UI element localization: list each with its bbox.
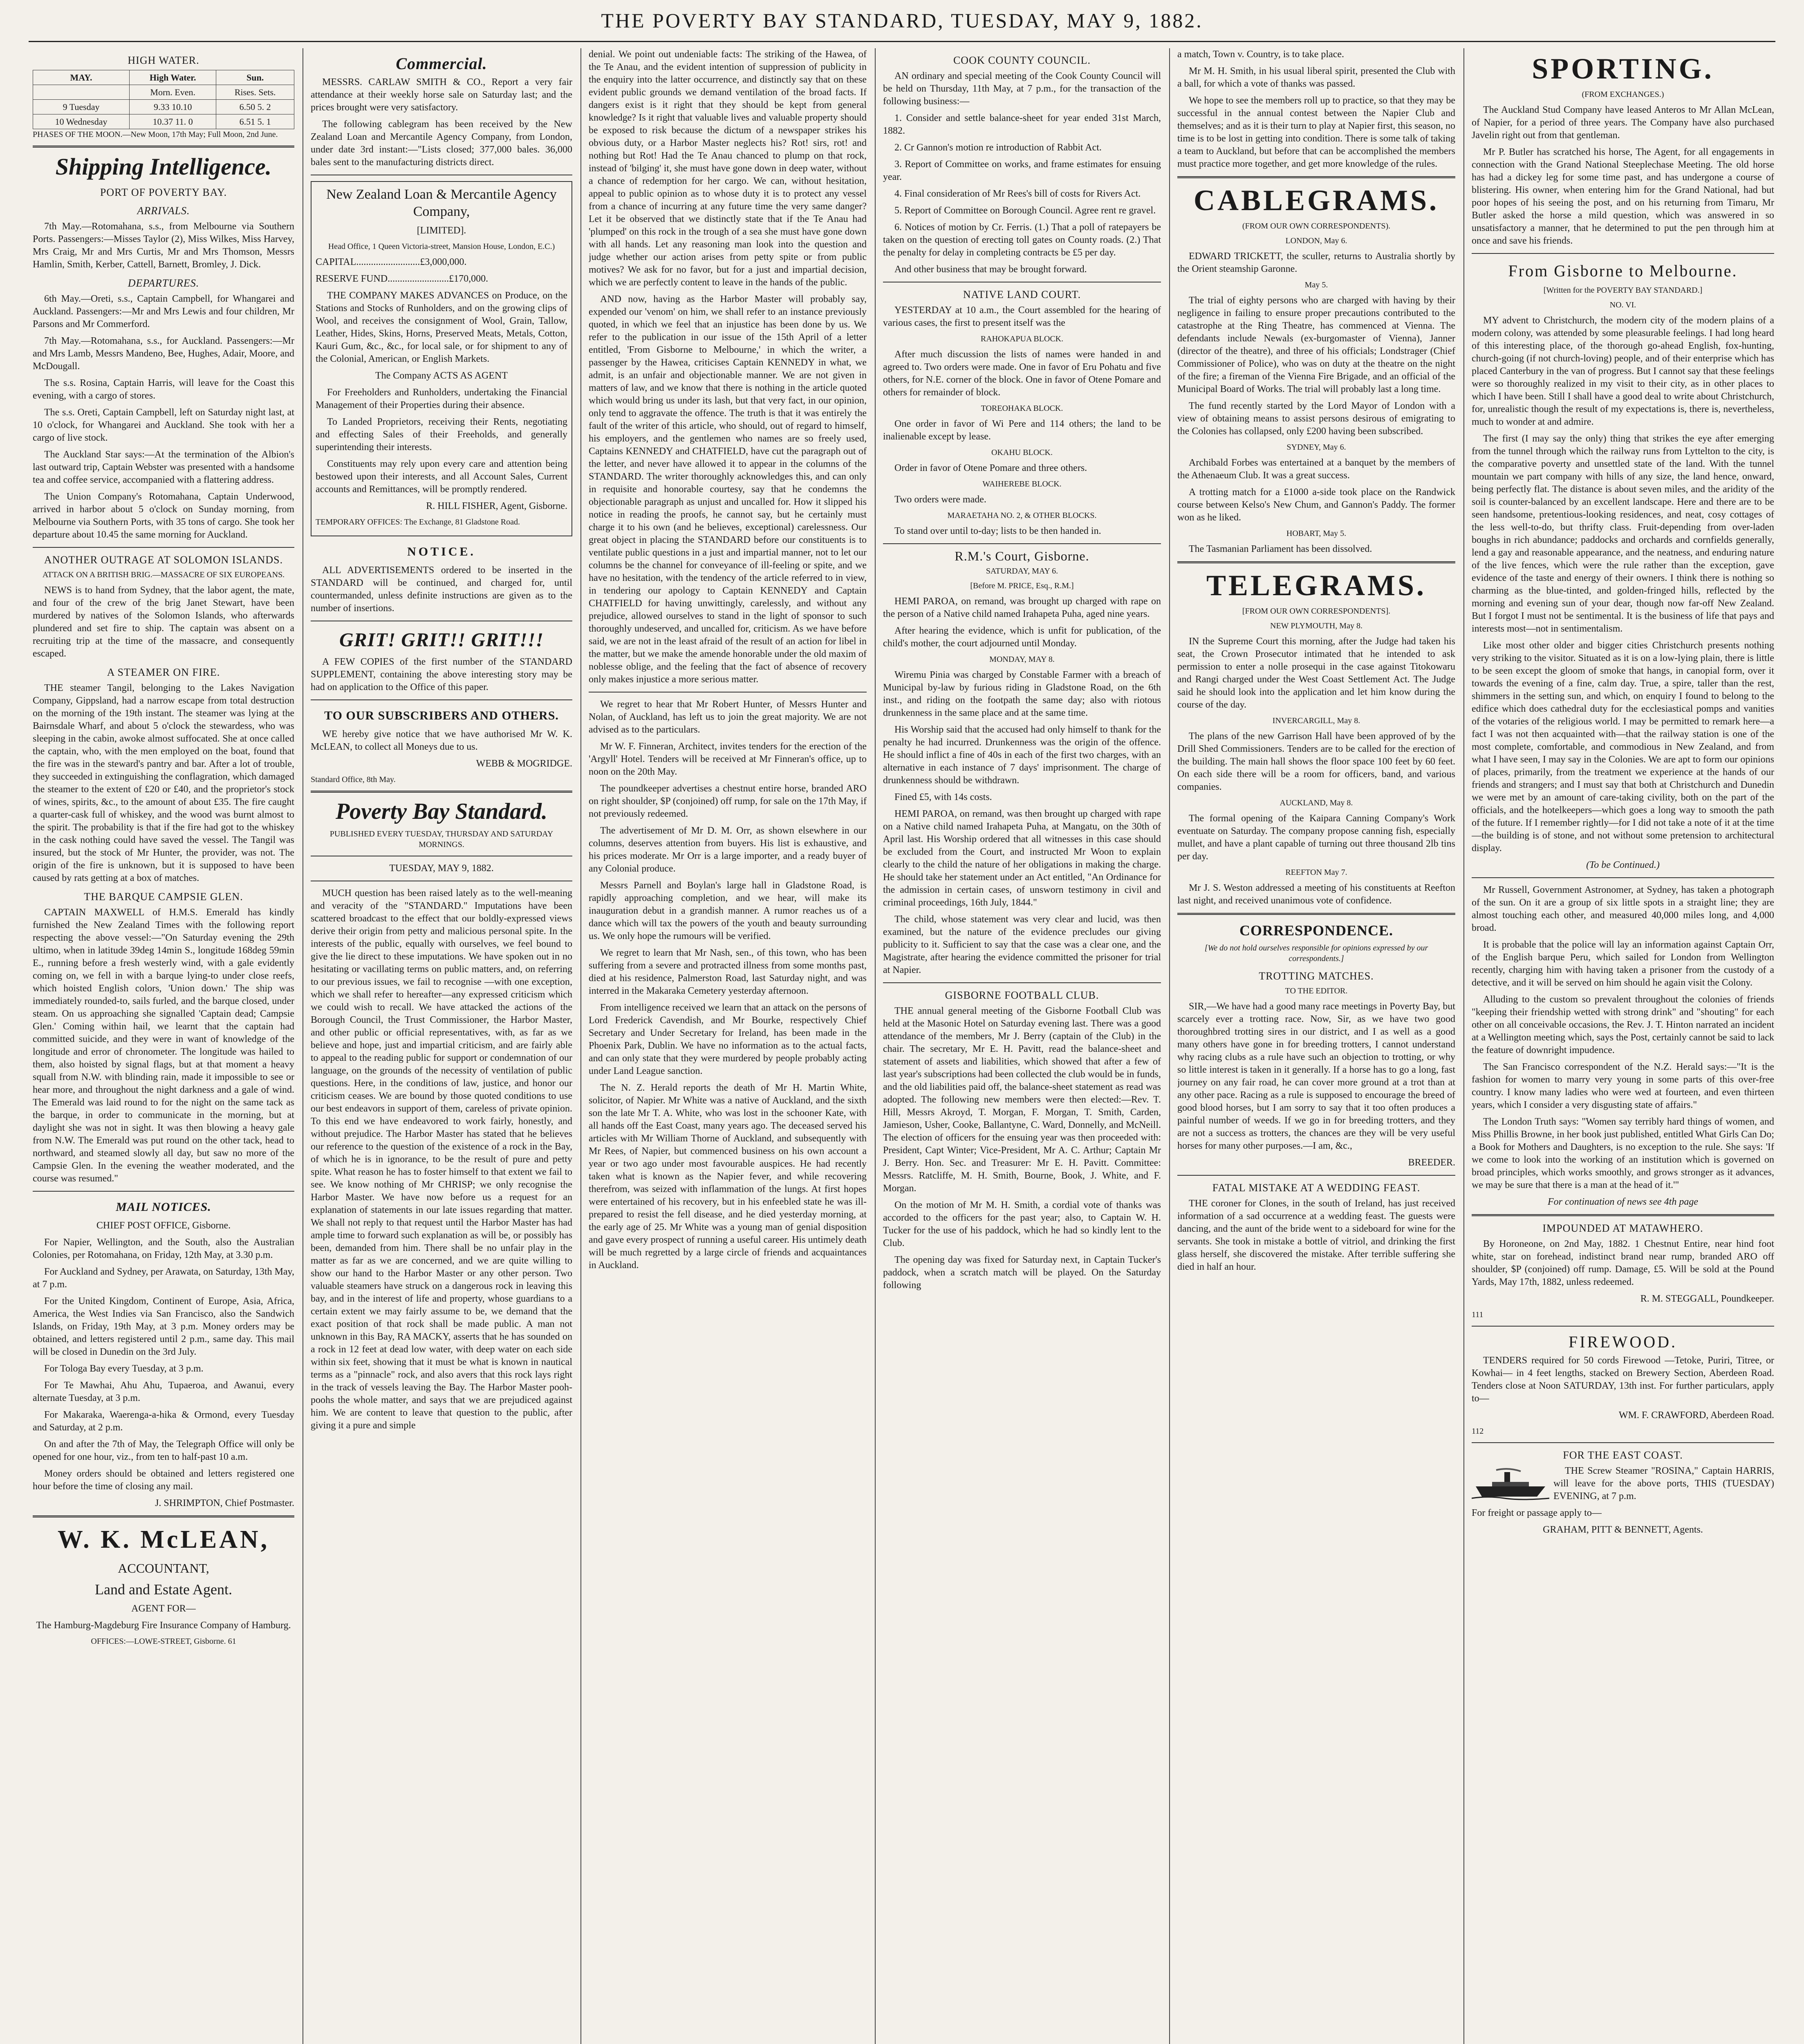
column-5 [1177, 48, 1455, 2044]
barque-text: CAPTAIN MAXWELL of H.M.S. Emerald has kindly furnished the New Zealand Times with the following report respecting the above vessel:—"On Saturday evening the 29th ultimo, when in latitude 39deg 14min S., longitude 168deg 59min E., running before a fresh westerly wind, with a gale evidently coming on, we fell in with a barque lying-to under close reefs, which hoisted English colors, 'Union down.' The ship was immediately rounded-to, sails furled, and the barque closed, under steam. On us approaching she signalled 'Captain dead; Campsie Glen.' Coming within hail, we learnt that the captain had committed suicide, and they were in want of knowledge of the longitude and error of chronometer. The longitude was hailed to them, also hoisted by signal flags, but at that moment a heavy squall from N.W. with blinding rain, made it impossible to see or hear more, and throughout the night darkness and a gale of wind. The Emerald was laid round to for the night on the same tack as the barque, in order to communicate in the morning, but at daylight she was not in sight. It was then blowing a heavy gale from N.W. The Emerald was put round on the other tack, head to northward, and steamed slowly all day, but saw no more of the Campsie Glen. In the evening the weather moderated, and the course was resumed." [33, 907, 294, 1184]
divider [883, 543, 1161, 544]
impounded-number: 111 [1472, 1310, 1484, 1319]
land-block-title: TOREOHAKA BLOCK. [981, 404, 1063, 413]
news-item: The San Francisco correspondent of the N.Z. Herald says:—"It is the fashion for women to marry very young in some parts of this over-free country. I know many ladies who were wed at fourteen, and even thirteen years, which I consider a very disgusting state of affairs." [1472, 1062, 1774, 1110]
port-title: PORT OF POVERTY BAY. [100, 186, 227, 198]
divider [1177, 561, 1455, 563]
land-court-item: To stand over until to-day; lists to be then handed in. [894, 526, 1101, 536]
subscribers-text: WE hereby give notice that we have authorised Mr W. K. McLEAN, to collect all Moneys due to us. [311, 729, 572, 752]
news-item: The London Truth says: "Women say terribly hard things of women, and Miss Phillis Browne, in her book just published, entitled What Girls Can Do; a Book for Mothers and Daughters, is no exception to the rule. She says: 'If we come to look into the working of an institution which is governed on broad principles, which works smoothly, and grows stronger as it advances, we may be sure that there is a man at the head of it.'" [1472, 1116, 1774, 1190]
departure-item: The s.s. Oreti, Captain Campbell, left on Saturday night last, at 10 o'clock, for Whangarei and Auckland. She took with her a cargo of live stock. [33, 407, 294, 443]
mail-line: For Te Mawhai, Ahu Ahu, Tupaeroa, and Awanui, every alternate Tuesday, at 3 p.m. [33, 1380, 294, 1403]
cable-item: The trial of eighty persons who are charged with having by their negligence in failing to ensure proper precautions contributed to the catastrophe at the Ring Theatre, has commenced at Vienna. The defendants include Newals (ex-burgomaster of Vienna), Janner (director of the theatre), and three of his officials; Londstrager (Chief Commissioner of Police), who was on duty at the theatre on the night of the fire; a fireman of the Vienna Fire Brigade, and an official of the Municipal Board of Works. The trial will probably last a long time. [1177, 295, 1455, 394]
editorial-text: MUCH question has been raised lately as to the well-meaning and veracity of the "STANDARD." Imputations have been scattered broadcast to the effect that our boldly-expressed views derive their origin from petty and malicious personal spite. In the interests of the public, equally with ourselves, we feel bound to give the lie direct to these imputations. We have spoken out in no hesitating or vacillating terms on public matters, and, on referring to our previous issues, we fail to recognise —with one exception, which we shall refer to hereafter—any expressed criticism which we could wish to recall. We have attacked the actions of the Borough Council, the Trust Commissioner, the Harbor Master, and other public or official representatives, with, as far as we believe and hope, just and impartial criticism, and are fairly able to appeal to the reading public for support or condemnation of our language, on the grounds of the necessity of ventilation of public questions. Here, in the conditions of law, justice, and honor our criticism ceases. We are bound by those quoted conditions to use our best endeavors in support of them, careless of private opinion. To this end we have endeavored to work fairly, honestly, and without prejudice. The Harbor Master has stated that he believes our reference to the question of the existence of a rock in the Bay, of which he is in ignorance, to be the result of pure and petty spite. What reason he has to foster himself to that extent we fail to see. We know nothing of Mr CHRISP; we only recognise the Harbor Master. We have now before us a request for an explanation of statements in our late issues regarding that matter. We shall not reply to that request until the Harbor Master has had ample time to forward such explanation as will be, or possibly has been, demanded from him. There shall be no unfair play in the matter as far as we are concerned, and we are quite willing to show our hand to the Harbor Master or any other person. Two valuable steamers have struck on a dangerous rock in leaving this bay, and in the interest of life and property, whose guardians to a certain extent we may fairly assume to be, we demand that the exact position of that rock shall be made public. A man not unknown in this Bay, RA MACKY, asserts that he has sounded on a rock in 12 feet at dead low water, with deep water on each side within six feet, showing that it must be what is known in nautical terms as a "pinnacle" rock, and also avers that this rock lays right in the track of vessels leaving the Bay. The Harbor Master pooh-poohs the whole matter, and says that we are prejudiced against him. We are content to leave that question to the public, after giving it a pure and simple [311, 888, 572, 1431]
land-block-title: WAIHEREBE BLOCK. [982, 480, 1062, 489]
local-news-item: We regret to learn that Mr Nash, sen., of this town, who has been suffering from a severe and protracted illness from some months past, died at his residence, Palmerston Road, last Saturday night, and was interred in the Makaraka Cemetery yesterday afternoon. [589, 948, 867, 996]
cable-item: EDWARD TRICKETT, the sculler, returns to Australia shortly by the Orient steamship Garonne. [1177, 251, 1455, 274]
nzloan-limited: [LIMITED]. [417, 225, 466, 236]
grit-text: A FEW COPIES of the first number of the STANDARD SUPPLEMENT, containing the above interesting story may be had on application to the Office of this paper. [311, 657, 572, 693]
nzloan-reserve: RESERVE FUND.........................£170,000. [316, 273, 489, 284]
mail-line: For Auckland and Sydney, per Arawata, on Saturday, 13th May, at 7 p.m. [33, 1266, 294, 1290]
grit-title: GRIT! GRIT!! GRIT!!! [339, 629, 544, 651]
tide-cell: 10 Wednesday [33, 114, 130, 129]
local-news-item: The poundkeeper advertises a chestnut entire horse, branded ARO on right shoulder, $P (conjoined) off rump, for sale on the 17th May, if not previously redeemed. [589, 783, 867, 819]
nzloan-signature: R. HILL FISHER, Agent, Gisborne. [426, 501, 567, 511]
fatal-text: THE coroner for Clones, in the south of Ireland, has just received information of a sad occurrence at a wedding feast. The guests were dancing, and the aunt of the bride went to a sideboard for wine for the servants. She took in mistake a bottle of vitriol, and drinking the first glass herself, she discovered the mistake. After terrible suffering she died in half an hour. [1177, 1198, 1455, 1272]
cable-item: The fund recently started by the Lord Mayor of London with a view of obtaining means to assist persons desirous of emigrating to the Colonies has collapsed, only £200 having been subscribed. [1177, 401, 1455, 437]
football-item: The opening day was fixed for Saturday next, in Captain Tucker's paddock, when a scratch match will be played. On the Saturday following [883, 1255, 1161, 1291]
news-item: Alluding to the custom so prevalent throughout the colonies of friends "keeping their friendship wetted with strong drink" and "shouting" for each other on all conceivable occasions, the Rev. J. T. Hinton narrated an incident at a Wellington meeting which, says the Post, certainly cannot be said to lack the feature of downright impudence. [1472, 994, 1774, 1056]
commercial-text: The following cablegram has been received by the New Zealand Loan and Mercantile Agency Company, from London, under date 3rd instant:—"Lists closed; 377,000 bales. 36,000 bales sent to the manufacturing districts direct. [311, 119, 572, 168]
gisborne-number: NO. VI. [1609, 300, 1636, 309]
cable-item: The Tasmanian Parliament has been dissolved. [1189, 544, 1372, 554]
local-news-item: The N. Z. Herald reports the death of Mr H. Martin White, solicitor, of Napier. Mr White was a native of Auckland, and the sixth son the late Mr T. A. White, who was lost in the schooner Kate, with all hands off the East Coast, many years ago. The deceased served his articles with Mr William Thorne of Auckland, and subsequently with Mr Rees, of Napier, but commenced business on his own account a year or two ago under most favourable auspices. He had recently taken what is known as the Napier fever, and while recovering therefrom, was seized with inflammation of the lungs. At first hopes were entertained of his recovery, but in his enfeebled state he was ill-prepared to resist the fell disease, and he died yesterday morning, at the early age of 25. Mr White was a young man of genial disposition and gave every prospect of running a useful career. His untimely death will be much regretted by a large circle of friends and acquaintances in Auckland. [589, 1083, 867, 1271]
tide-cell: 9 Tuesday [33, 100, 130, 114]
divider [33, 547, 294, 548]
trotting-signature: BREEDER. [1408, 1157, 1455, 1168]
departure-item: The Auckland Star says:—At the termination of the Albion's last outward trip, Captain Webster was presented with a handsome tea and coffee service, accompanied with a flattering address. [33, 449, 294, 485]
rm-court-item: HEMI PAROA, on remand, was then brought up charged with rape on a Native child named Irahapeta Puha, at Mangatu, on the 30th of April last. His Worship ordered that all witnesses in this case should be excluded from the Court, and instructed Mr Woon to explain clearly to the child the nature of her obligations in making the charge. He should take her statement under an Act entitled, "An Ordinance for the admission in certain cases, of unsworn testimony in civil and criminal proceedings, 16th July, 1844." [883, 809, 1161, 908]
subscribers-date: Standard Office, 8th May. [311, 775, 396, 784]
rm-court-title: R.M.'s Court, Gisborne. [955, 549, 1089, 563]
column-1 [33, 48, 294, 2044]
news-item: It is probable that the police will lay an information against Captain Orr, of the English barque Peru, which sailed for London from Wellington recently, charging him with having taken a prisoner from the custody of a detective, and it will be served on him should he again visit the Colony. [1472, 939, 1774, 988]
cable-dateline: HOBART, May 5. [1286, 529, 1347, 538]
land-court-item: After much discussion the lists of names were handed in and agreed to. Two orders were made. One in favor of Eru Pohatu and five others, for N.E. corner of the block. One in favor of Otene Pomare and others for remainder of block. [883, 349, 1161, 398]
divider [1177, 1175, 1455, 1176]
arrivals-title: ARRIVALS. [137, 205, 190, 217]
column-6 [1472, 48, 1774, 2044]
mclean-subtitle: Land and Estate Agent. [95, 1581, 232, 1598]
divider [1177, 176, 1455, 178]
mail-line: For the United Kingdom, Continent of Europe, Asia, Africa, America, the West Indies via San Francisco, also the Sandwich Islands, on Friday, 19th May, at 3 p.m. Money orders may be obtained, and letters registered until 2 p.m., same day. This mail will be closed in Dunedin on the 3rd July. [33, 1296, 294, 1357]
correspondence-title: CORRESPONDENCE. [1239, 922, 1394, 939]
divider [311, 699, 572, 700]
tide-subheader [33, 85, 130, 100]
divider [1472, 1326, 1774, 1327]
gisborne-text: Like most other older and bigger cities Christchurch presents nothing very striking to the visitor. Situated as it is on a low-lying plain, there is little to be seen except the gloom of smoke that hangs, in canopial form, over it towards the evening of a fine, calm day. True, a spire, taller than the rest, shimmers in the setting sun, and which, on enquiry I found to belong to the edifice which does cathedral duty for the ecclesiastical pomps and vanities of the votaries of the religious world. I may be permitted to remark here—a fact I was not then acquainted with—that the railway station is one of the most complete, comfortable, and commodious in New Zealand, and from what I have seen, I may say in the Colonies. We are apt to form our opinions of places, primarily, from the treatment we experience at the hands of our friends and strangers; and I must say that both at Christchurch and Dunedin we were met by an amount of care-taking civility, both on the part of the officials, and the hotelkeepers—which goes a long way to smooth the path of the future. If I remember rightly—for I did not take a note of it at the time—the building is of stone, and not without some pretension to architectural display. [1472, 640, 1774, 854]
mclean-name: W. K. McLEAN, [57, 1526, 270, 1553]
county-item: 4. Final consideration of Mr Rees's bill of costs for Rivers Act. [894, 188, 1141, 199]
cablegrams-title: CABLEGRAMS. [1193, 184, 1439, 217]
coast-title: FOR THE EAST COAST. [1563, 1449, 1683, 1461]
steamship-icon [1472, 1468, 1549, 1501]
divider [589, 692, 867, 693]
tele-dateline: INVERCARGILL, May 8. [1272, 716, 1360, 725]
rm-court-item: Fined £5, with 14s costs. [894, 792, 992, 802]
cable-item: Archibald Forbes was entertained at a banquet by the members of the Athenaeum Club. It was a great success. [1177, 457, 1455, 481]
divider [1472, 253, 1774, 254]
departures-title: DEPARTURES. [128, 277, 199, 289]
mclean-agent: AGENT FOR— [131, 1603, 196, 1614]
notice-title: NOTICE. [407, 545, 476, 558]
masthead: THE POVERTY BAY STANDARD, TUESDAY, MAY 9, 1882. [601, 9, 1203, 32]
paper-title: Poverty Bay Standard. [336, 799, 547, 824]
firewood-title: FIREWOOD. [1568, 1333, 1678, 1351]
local-news-item: Messrs Parnell and Boylan's large hall in Gladstone Road, is rapidly approaching completion, and we hear, will make its inauguration debut in a grandish manner. A rumor reaches us of a dance which will tax the powers of the youth and beauty surrounding us. We only hope the rumours will be verified. [589, 880, 867, 941]
rm-court-item: The child, whose statement was very clear and lucid, was then examined, but the nature of the evidence precludes our giving publicity to it. Sufficient to say that the case was a clear one, and the Magistrate, after hearing the evidence committed the prisoner for trial at Napier. [883, 914, 1161, 975]
tele-item: The formal opening of the Kaipara Canning Company's Work eventuate on Saturday. The company propose canning fish, especially mullet, and have a plant capable of turning out three thousand 2lb tins per day. [1177, 813, 1455, 862]
firewood-number: 112 [1472, 1427, 1484, 1436]
tide-title: HIGH WATER. [128, 54, 199, 66]
subscribers-title: TO OUR SUBSCRIBERS AND OTHERS. [324, 709, 559, 722]
land-block-title: OKAHU BLOCK. [991, 448, 1053, 457]
tide-cell: 9.33 10.10 [130, 100, 216, 114]
football-title: GISBORNE FOOTBALL CLUB. [945, 989, 1099, 1001]
trotting-text: SIR,—We have had a good many race meetings in Poverty Bay, but scarcely ever a trotting race. Now, Sir, as we have two good thoroughbred trotting sires in our district, and I as well as a good many others have gone in for breeding trotters, I cannot understand why racing clubs as a rule have such an objection to trotting, or why so little interest is taken in it generally. If a horse has to go a long, fast journey on any fair road, he can cover more ground at a trot than at any other pace. Racing as a rule is supposed to encourage the breed of good blood horses, but I am sorry to say that it too often produces a painful number of weeds. If we go in for breeding trotters, and they are not a success as trotters, the chances are they will be very useful horses for many other purposes.—I am, &c., [1177, 1001, 1455, 1151]
mclean-offices: OFFICES:—LOWE-STREET, Gisborne. 61 [91, 1637, 236, 1646]
county-title: COOK COUNTY COUNCIL. [953, 54, 1091, 66]
sporting-title: SPORTING. [1532, 52, 1714, 85]
cable-item: A trotting match for a £1000 a-side took place on the Randwick course between Kelso's New Chum, and Gannon's Paddy. The former won as he liked. [1177, 487, 1455, 523]
land-court-item: Order in favor of Otene Pomare and three others. [894, 463, 1087, 473]
tide-header: Sun. [216, 70, 294, 85]
rm-court-item: His Worship said that the accused had only himself to thank for the penalty he had incurred. Drunkenness was the origin of the offence. He should inflict a fine of 40s in each of the first two charges, with an alternative in each instance of 7 days' imprisonment. The charge of drunkenness should be withdrawn. [883, 724, 1161, 786]
mail-title: MAIL NOTICES. [116, 1200, 211, 1214]
gisborne-text: MY advent to Christchurch, the modern city of the modern plains of a modern colony, was attended by some pleasurable feelings. I had long heard of this interesting place, of the thorough go-ahead English, fox-hunting, church-going (if not church-loving) people, and of their enterprise which has placed Canterbury in the van of progress. But I cannot say that these feelings were so thoroughly realized in my visit to their city, as in other places to which I have been. Still I shall have a good deal to write about Christchurch, for, unrealistic though the result of my expectations is, there is, nevertheless, much to wonder at and admire. [1472, 315, 1774, 427]
column-rule [1169, 48, 1170, 2044]
editorial-apology: AND now, having as the Harbor Master will probably say, expended our 'venom' on him, we shall refer to an instance previously quoted, in which we feel that an injustice has been done by us. We refer to the publication in our issue of the 15th April of a letter entitled, 'From Gisborne to Melbourne,' in which the writer, a passenger by the Hawea, criticises Captain KENNEDY in what, we admit, is an unfair and objectionable manner. We are not given in matters of law, and we know that there is nothing in the article quoted which would bring us under its lash, but that very fact, in our opinion, only tend to aggravate the offence. The truth is that it was entirely the fault of the writer of this article, who should, out of regard to himself, his employers, and the gentlemen who names are so freely used, Captains KENNEDY and CHATFIELD, have cut the paragraph out of the letter, and never have allowed it to appear in the columns of the STANDARD. The writer thoroughly acknowledges this, and can only in requisite and honorable courtesy, say that he condemns the objectionable paragraph as unjust and uncalled for. How it slipped his notice in reading the proofs, he cannot say, but he certainly must charge it to his own (and he believes, exceptional) carelessness. Our great object in placing the STANDARD before our constituents is to ventilate public questions in a just and impartial manner, not to let our columns be the channel for conveyance of ill-feeling or spite, and we have no hesitation, with the tendency of the article referred to in view, in tendering our apology to Captain KENNEDY and Captain CHATFIELD for having unwittingly, carelessly, and without any prejudice, allowed ourselves to stand in the light of sponsor to such thoroughly undeserved, and uncalled for, criticism. As we have before said, we are not in the least afraid of the result of an action for libel in the matter, but we make the amende honorable under the old maxim of noblesse oblige, and the feeling that the fact of absence of recovery only makes injustice a more serious matter. [589, 294, 867, 685]
rm-court-item: After hearing the evidence, which is unfit for publication, of the child's mother, the court adjourned until Monday. [883, 625, 1161, 649]
outrage-subtitle: ATTACK ON A BRITISH BRIG.—MASSACRE OF SIX EUROPEANS. [42, 570, 285, 579]
nzloan-body: THE COMPANY MAKES ADVANCES on Produce, on the Stations and Stocks of Runholders, and on the growing clips of Wool, and receives the consignment of Wool, Grain, Tallow, Leather, Hides, Skins, Horns, Preserved Meats, Metals, Cotton, Kauri Gum, &c., &c., for local sale, or for shipment to any of the Colonial, American, or English Markets. [316, 290, 567, 364]
football-item: On the motion of Mr M. H. Smith, a cordial vote of thanks was accorded to the officers for the past year; also, to Captain W. H. Tucker for the use of his paddock, which he had so kindly lent to the Club. [883, 1200, 1161, 1248]
divider [33, 1515, 294, 1517]
mclean-company: The Hamburg-Magdeburg Fire Insurance Company of Hamburg. [36, 1620, 291, 1631]
divider [1472, 1442, 1774, 1443]
football-continued: Mr M. H. Smith, in his usual liberal spirit, presented the Club with a ball, for which a vote of thanks was passed. [1177, 66, 1455, 89]
land-court-item: Two orders were made. [894, 494, 986, 505]
outrage-title: ANOTHER OUTRAGE AT SOLOMON ISLANDS. [44, 554, 283, 566]
column-rule [875, 48, 876, 2044]
county-item: AN ordinary and special meeting of the Cook County Council will be held on Thursday, 11th May, at 7 p.m., for the transaction of the following business:— [883, 71, 1161, 107]
column-2 [311, 48, 572, 2044]
steamer-text: THE steamer Tangil, belonging to the Lakes Navigation Company, Gippsland, had a narrow escape from total destruction on the morning of the 19th instant. The steamer was lying at the Bairnsdale Wharf, and about 5 o'clock the stewardess, who was sleeping in the cabin, awoke almost suffocated. She at once called the captain, who, with the men employed on the boat, found that the fire was in the steward's pantry and bar. After a lot of trouble, they succeeded in extinguishing the conflagration, which damaged the steamer to the extent of £20 or £40, and the proprietor's stock of wines, spirits, &c., to the amount of about £35. The fire caught a quarter-cask full of whiskey, and the wood was burnt almost to the spirit. The probability is that if the fire had got to the whiskey in the cask nothing could have saved the vessel. The Tangil was insured, but the stock of Mr Hunter, the provider, was not. The origin of the fire is unknown, but it is supposed to have been caused by rats getting at a box of matches. [33, 683, 294, 883]
gisborne-title: From Gisborne to Melbourne. [1508, 262, 1738, 280]
masthead-rule [29, 41, 1775, 42]
local-news-item: Mr W. F. Finneran, Architect, invites tenders for the erection of the 'Argyll' Hotel. Tenders will be received at Mr Finneran's office, up to noon on the 20th May. [589, 741, 867, 777]
telegrams-title: TELEGRAMS. [1206, 569, 1427, 602]
land-court-title: NATIVE LAND COURT. [963, 289, 1081, 300]
rm-court-item: Wiremu Pinia was charged by Constable Farmer with a breach of Municipal by-law by furious riding in Gladstone Road, on the 6th inst., and riding on the footpath the same day; also with riotous drunkenness in the same place and at the same time. [883, 670, 1161, 718]
column-rule [1463, 48, 1464, 2044]
gisborne-text: The first (I may say the only) thing that strikes the eye after emerging from the tunnel through which the railway runs from Lyttelton to the city, is the comparative poverty and unsettled state of the land. With the tunnel mountain we part company with hills of any size, the land hence, onward, being perfectly flat. The distance is about seven miles, and the aridity of the soil is counter-balanced by an excellent landscape. Here and there are to be seen handsome, pretentious-looking residences, and neat, cosy cottages of the less well-to-do, but thrifty class. Fruit-depending from over-laden boughs in rich abundance; paddocks and orchards and cornfields generally, lend a gay and reasonable appearance, and the neatness, and enduring nature of the live fences, which were the rule rather than the exception, gave evidence of the taste and energy of their owners. I think there is nothing so charming as the blue-tinted, and golden-fringed hills, reflected by the morning and evening sun of your dear, though now far-off New Zealand. But I forgot I must not be sentimental. It is the business of life that pays and interests most—not in sentimentalism. [1472, 433, 1774, 634]
rm-court-before: [Before M. PRICE, Esq., R.M.] [970, 581, 1074, 590]
tele-item: The plans of the new Garrison Hall have been approved of by the Drill Shed Commissioners. Tenders are to be called for the erection of the building. The main hall shows the floor space 100 feet by 60 feet. On each side there will be a room for officers, band, and various companies. [1177, 731, 1455, 792]
barque-title: THE BARQUE CAMPSIE GLEN. [84, 891, 243, 903]
news-item: Mr Russell, Government Astronomer, at Sydney, has taken a photograph of the sun. On it are a group of six little spots in a straight line; they are almost touching each other, and measured 40,000 miles long, and 4,000 broad. [1472, 885, 1774, 933]
tide-subheader: Morn. Even. [130, 85, 216, 100]
divider [883, 982, 1161, 983]
column-3 [589, 48, 867, 2044]
editorial-continued: denial. We point out undeniable facts: The striking of the Hawea, of the Te Anau, and the evident intention of suppression of publicity in the enquiry into the latter occurrence, and distinctly say that on these evident public grounds we demand ventilation of the broad facts. If dangers exist is it right that they should be kept from general knowledge? Is it right that valuable lives and valuable property should be exposed to risk because the dictum of a newspaper strikes his obvious duty, or a Harbor Master neglects his? Rot! sirs, rot! and nothing but Rot! Had the Te Anau chanced to plump on that rock, instead of 'bilging' it, she must have gone down in deep water, without a chance of redemption for her cargo. We can, without hesitation, appeal to public opinion as to whose duty it is to protect any vessel from a chance of incurring at any future time the very same danger? Let it be observed that we distinctly state that if the Te Anau had 'plumped' on this rock in the trough of a sea she must have gone down with all hands. Let any reasoning man look into the question and judge whether our action arises from petty spite or from public motives? We ask for no favor, but for a just and impartial decision, which we are perfectly content to leave in the hands of the public. [589, 49, 867, 288]
nzloan-title: New Zealand Loan & Mercantile Agency Company, [326, 187, 557, 219]
continuation-note: For continuation of news see 4th page [1548, 1197, 1698, 1207]
coast-text: THE Screw Steamer "ROSINA," Captain HARRIS, will leave for the above ports, THIS (TUESDAY) EVENING, at 7 p.m. [1553, 1466, 1774, 1502]
tide-subheader: Rises. Sets. [216, 85, 294, 100]
firewood-text: TENDERS required for 50 cords Firewood —Tetoke, Puriri, Titree, or Kowhai— in 4 feet lengths, stacked on Brewery Section, Aberdeen Road. Tenders close at Noon SATURDAY, 13th inst. For further particulars, apply to— [1472, 1355, 1774, 1404]
trotting-to: TO THE EDITOR. [1285, 986, 1348, 995]
rm-court-date: MONDAY, MAY 8. [989, 655, 1055, 664]
column-4 [883, 48, 1161, 2044]
gisborne-note: [Written for the POVERTY BAY STANDARD.] [1543, 286, 1703, 295]
land-court-item: YESTERDAY at 10 a.m., the Court assembled for the hearing of various cases, the first to present itself was the [883, 305, 1161, 328]
cable-dateline: May 5. [1304, 280, 1328, 289]
continued-note: (To be Continued.) [1586, 860, 1660, 870]
shipping-title: Shipping Intelligence. [55, 153, 272, 180]
nzloan-office: Head Office, 1 Queen Victoria-street, Mansion House, London, E.C.) [328, 242, 555, 251]
land-court-item: One order in favor of Wi Pere and 114 others; the land to be inalienable except by lease. [883, 419, 1161, 442]
departure-item: 6th May.—Oreti, s.s., Captain Campbell, for Whangarei and Auckland. Passengers:—Mr and Mrs Lewis and four children, Mr Parsons and Mr Commerford. [33, 294, 294, 329]
county-item: 2. Cr Gannon's motion re introduction of Rabbit Act. [894, 142, 1102, 153]
nzloan-agent: The Company ACTS AS AGENT [375, 370, 508, 381]
mail-line: For Makaraka, Waerenga-a-hika & Ormond, every Tuesday and Saturday, at 2 p.m. [33, 1410, 294, 1433]
nzloan-list-item: For Freeholders and Runholders, undertaking the Financial Management of their Properties during their absence. [316, 387, 567, 410]
telegrams-subtitle: [FROM OUR OWN CORRESPONDENTS]. [1242, 607, 1391, 616]
rm-court-date: SATURDAY, MAY 6. [986, 567, 1058, 576]
sporting-subtitle: (FROM EXCHANGES.) [1582, 90, 1664, 99]
sporting-item: Mr P. Butler has scratched his horse, The Agent, for all engagements in connection with the Grand National Steeplechase Meeting. The old horse has had a dickey leg for some time past, and has undergone a course of blistering. His owner, when entering him for the Grand National, had but poor hopes of his seeing the post, and on his returning from Timaru, Mr Butler asked the horse a mild question, which was answered in so unsatisfactory a manner, that he determined to put the pen through him at once and save his friends. [1472, 147, 1774, 246]
county-item: 3. Report of Committee on works, and frame estimates for ensuing year. [883, 159, 1161, 182]
notice-text: ALL ADVERTISEMENTS ordered to be inserted in the STANDARD will be continued, and charged for, until countermanded, unless definite instructions are given as to the number of insertions. [311, 565, 572, 614]
mail-line: On and after the 7th of May, the Telegraph Office will only be opened for one hour, viz., from ten to half-past 10 a.m. [33, 1439, 294, 1462]
local-news-item: We regret to hear that Mr Robert Hunter, of Messrs Hunter and Nolan, of Auckland, has left us to join the great majority. We are not advised as to the particulars. [589, 699, 867, 735]
county-item: 1. Consider and settle balance-sheet for year ended 31st March, 1882. [883, 113, 1161, 136]
trotting-title: TROTTING MATCHES. [1259, 970, 1374, 982]
departure-item: The Union Company's Rotomahana, Captain Underwood, arrived in harbor about 5 o'clock on Sunday morning, from Melbourne via Southern Ports, with 35 tons of cargo. She took her departure about 10.45 the same morning for Auckland. [33, 491, 294, 540]
tide-table [33, 70, 294, 129]
firewood-signature: WM. F. CRAWFORD, Aberdeen Road. [1618, 1410, 1774, 1421]
divider [311, 791, 572, 793]
divider [33, 1191, 294, 1192]
divider [33, 146, 294, 148]
nzloan-advert [311, 181, 572, 536]
tide-header: MAY. [33, 70, 130, 85]
mail-line: Money orders should be obtained and letters registered one hour before the time of closing any mail. [33, 1468, 294, 1492]
outrage-text: NEWS is to hand from Sydney, that the labor agent, the mate, and four of the crew of the brig Janet Stewart, have been murdered by natives of the Solomon Islands, who afterwards plundered and set fire to ship. The captain was absent on a recruiting trip at the time of the massacre, and consequently escaped. [33, 585, 294, 659]
divider [1177, 913, 1455, 915]
tele-item: IN the Supreme Court this morning, after the Judge had taken his seat, the Crown Prosecutor intimated that he intended to ask permission to enter a nolle prosequi in the case against Titokowaru and Rangi charged under the West Coast Settlement Act. The Judge said he should look into the application and let him know during the course of the day. [1177, 636, 1455, 710]
local-news-item: The advertisement of Mr D. M. Orr, as shown elsewhere in our columns, deserves attention from buyers. His list is exhaustive, and his prices moderate. Mr Orr is a large importer, and a ready buyer of any Colonial produce. [589, 825, 867, 874]
tele-item: Mr J. S. Weston addressed a meeting of his constituents at Reefton last night, and received unanimous vote of confidence. [1177, 883, 1455, 906]
divider [1472, 1214, 1774, 1216]
tele-dateline: REEFTON May 7. [1285, 868, 1347, 877]
correspondence-note: [We do not hold ourselves responsible for opinions expressed by our correspondents.] [1204, 944, 1428, 963]
impounded-signature: R. M. STEGGALL, Poundkeeper. [1640, 1293, 1774, 1304]
impounded-text: By Horoneone, on 2nd May, 1882. 1 Chestnut Entire, near hind foot white, star on forehead, indistinct brand near rump, branded ARO off shoulder, $P (conjoined) off rump. Damage, £5. Will be sold at the Pound Yards, May 17th, 1882, unless redeemed. [1472, 1239, 1774, 1287]
mail-line: CHIEF POST OFFICE, Gisborne. [96, 1220, 231, 1231]
land-block-title: MARAETAHA NO. 2, & OTHER BLOCKS. [947, 511, 1097, 520]
nzloan-capital: CAPITAL..........................£3,000,000. [316, 257, 467, 267]
mail-line: For Tologa Bay every Tuesday, at 3 p.m. [44, 1363, 204, 1374]
subscribers-signature: WEBB & MOGRIDGE. [476, 758, 572, 769]
fatal-title: FATAL MISTAKE AT A WEDDING FEAST. [1212, 1182, 1421, 1194]
football-continued: a match, Town v. Country, is to take place. [1177, 49, 1344, 60]
paper-publication: PUBLISHED EVERY TUESDAY, THURSDAY AND SATURDAY MORNINGS. [329, 829, 554, 849]
arrival-item: 7th May.—Rotomahana, s.s., from Melbourne via Southern Ports. Passengers:—Misses Taylor (2), Miss Wilkes, Miss Harvey, Mrs Craig, Mr and Mrs Curtis, Mr and Mrs Thomson, Messrs Hamlin, Smith, Kerber, Cattell, Barnett, Bromley, J. Dick. [33, 221, 294, 270]
cable-dateline: SYDNEY, May 6. [1286, 443, 1346, 452]
paper-date: TUESDAY, MAY 9, 1882. [389, 863, 494, 874]
county-item: 5. Report of Committee on Borough Council. Agree rent re gravel. [894, 205, 1156, 216]
mail-signature: J. SHRIMPTON, Chief Postmaster. [155, 1498, 294, 1508]
local-news-item: From intelligence received we learn that an attack on the persons of Lord Frederick Cavendish, and Mr Bourke, respectively Chief Secretary and Under Secretary for Ireland, has been made in the Phoenix Park, Dublin. We have no information as to the actual facts, and can only state that they were murdered by people probably acting under Land League sanction. [589, 1002, 867, 1076]
tide-cell: 6.51 5. 1 [216, 114, 294, 129]
cablegrams-subtitle: (FROM OUR OWN CORRESPONDENTS). [1242, 222, 1391, 231]
tele-dateline: NEW PLYMOUTH, May 8. [1270, 621, 1363, 630]
divider [1472, 877, 1774, 878]
column-rule [580, 48, 581, 2044]
county-item: And other business that may be brought forward. [894, 264, 1087, 275]
departure-item: 7th May.—Rotomahana, s.s., for Auckland. Passengers:—Mr and Mrs Lamb, Messrs Mandeno, Bee, Hughes, Adair, Moore, and McDougall. [33, 336, 294, 372]
moon-phases: PHASES OF THE MOON.—New Moon, 17th May; Full Moon, 2nd June. [33, 130, 278, 139]
nzloan-footer: Constituents may rely upon every care and attention being bestowed upon their interests, and all Account Sales, Current accounts and Remittances, will be promptly rendered. [316, 459, 567, 495]
sporting-item: The Auckland Stud Company have leased Anteros to Mr Allan McLean, of Napier, for a period of three years. The Company have also purchased Javelin right out from that gentleman. [1472, 105, 1774, 141]
commercial-title: Commercial. [396, 54, 487, 73]
rm-court-item: HEMI PAROA, on remand, was brought up charged with rape on the person of a Native child named Irahapeta Puha, aged nine years. [883, 596, 1161, 619]
mail-line: For Napier, Wellington, and the South, also the Australian Colonies, per Rotomahana, on Friday, 12th May, at 3.30 p.m. [33, 1237, 294, 1260]
departure-item: The s.s. Rosina, Captain Harris, will leave for the Coast this evening, with a cargo of stores. [33, 378, 294, 401]
football-continued: We hope to see the members roll up to practice, so that they may be successful in the annual contest between the Napier Club and themselves; and as it is their turn to play at Napier first, this season, no time is to be lost in getting into condition. There is some talk of taking a team to Auckland, but before that can be accomplished the members must practice more together, and get more knowledge of the rules. [1177, 95, 1455, 169]
coast-freight: For freight or passage apply to— [1472, 1508, 1602, 1518]
football-item: THE annual general meeting of the Gisborne Football Club was held at the Masonic Hotel on Saturday evening last. There was a good attendance of the members, Mr J. Berry (captain of the Club) in the chair. The secretary, Mr E. H. Pavitt, read the balance-sheet and statement of assets and liabilities, which showed that after a few of last year's subscriptions had been collected the club would be in funds, and the old liabilities paid off, the balance-sheet statement as read was adopted. The following new members were then elected:—Rev. T. Hill, Messrs Akroyd, T. Morgan, F. Morgan, T. Smith, Carden, Jamieson, Usher, Cooke, Ballantyne, C. Ward, Donnelly, and McNeill. The election of officers for the ensuing year was then proceeded with: President, Capt Winter; Vice-President, Mr A. C. Arthur; Captain Mr J. Berry. Hon. Sec. and Treasurer: Mr E. H. Pavitt. Committee: Messrs. Ratcliffe, M. H. Smith, Bourne, Book, J. White, and F. Morgan. [883, 1006, 1161, 1194]
tide-cell: 10.37 11. 0 [130, 114, 216, 129]
steamer-title: A STEAMER ON FIRE. [107, 666, 220, 678]
county-item: 6. Notices of motion by Cr. Ferris. (1.) That a poll of ratepayers be taken on the question of erecting toll gates on County roads. (2.) That the penalty for delay in completing contracts be £5 per day. [883, 222, 1161, 258]
commercial-text: MESSRS. CARLAW SMITH & CO., Report a very fair attendance at their weekly horse sale on Saturday last; and the prices brought were very satisfactory. [311, 77, 572, 113]
mclean-title: ACCOUNTANT, [118, 1561, 209, 1576]
tide-header: High Water. [130, 70, 216, 85]
nzloan-offices: TEMPORARY OFFICES: The Exchange, 81 Gladstone Road. [316, 518, 520, 527]
land-block-title: RAHOKAPUA BLOCK. [980, 334, 1064, 343]
nzloan-list-item: To Landed Proprietors, receiving their Rents, negotiating and effecting Sales of their Freeholds, and generally superintending their interests. [316, 417, 567, 453]
tele-dateline: AUCKLAND, May 8. [1280, 798, 1353, 807]
tide-cell: 6.50 5. 2 [216, 100, 294, 114]
coast-signature: GRAHAM, PITT & BENNETT, Agents. [1543, 1524, 1703, 1535]
cable-dateline: LONDON, May 6. [1285, 236, 1347, 245]
impounded-title: IMPOUNDED AT MATAWHERO. [1542, 1222, 1703, 1234]
